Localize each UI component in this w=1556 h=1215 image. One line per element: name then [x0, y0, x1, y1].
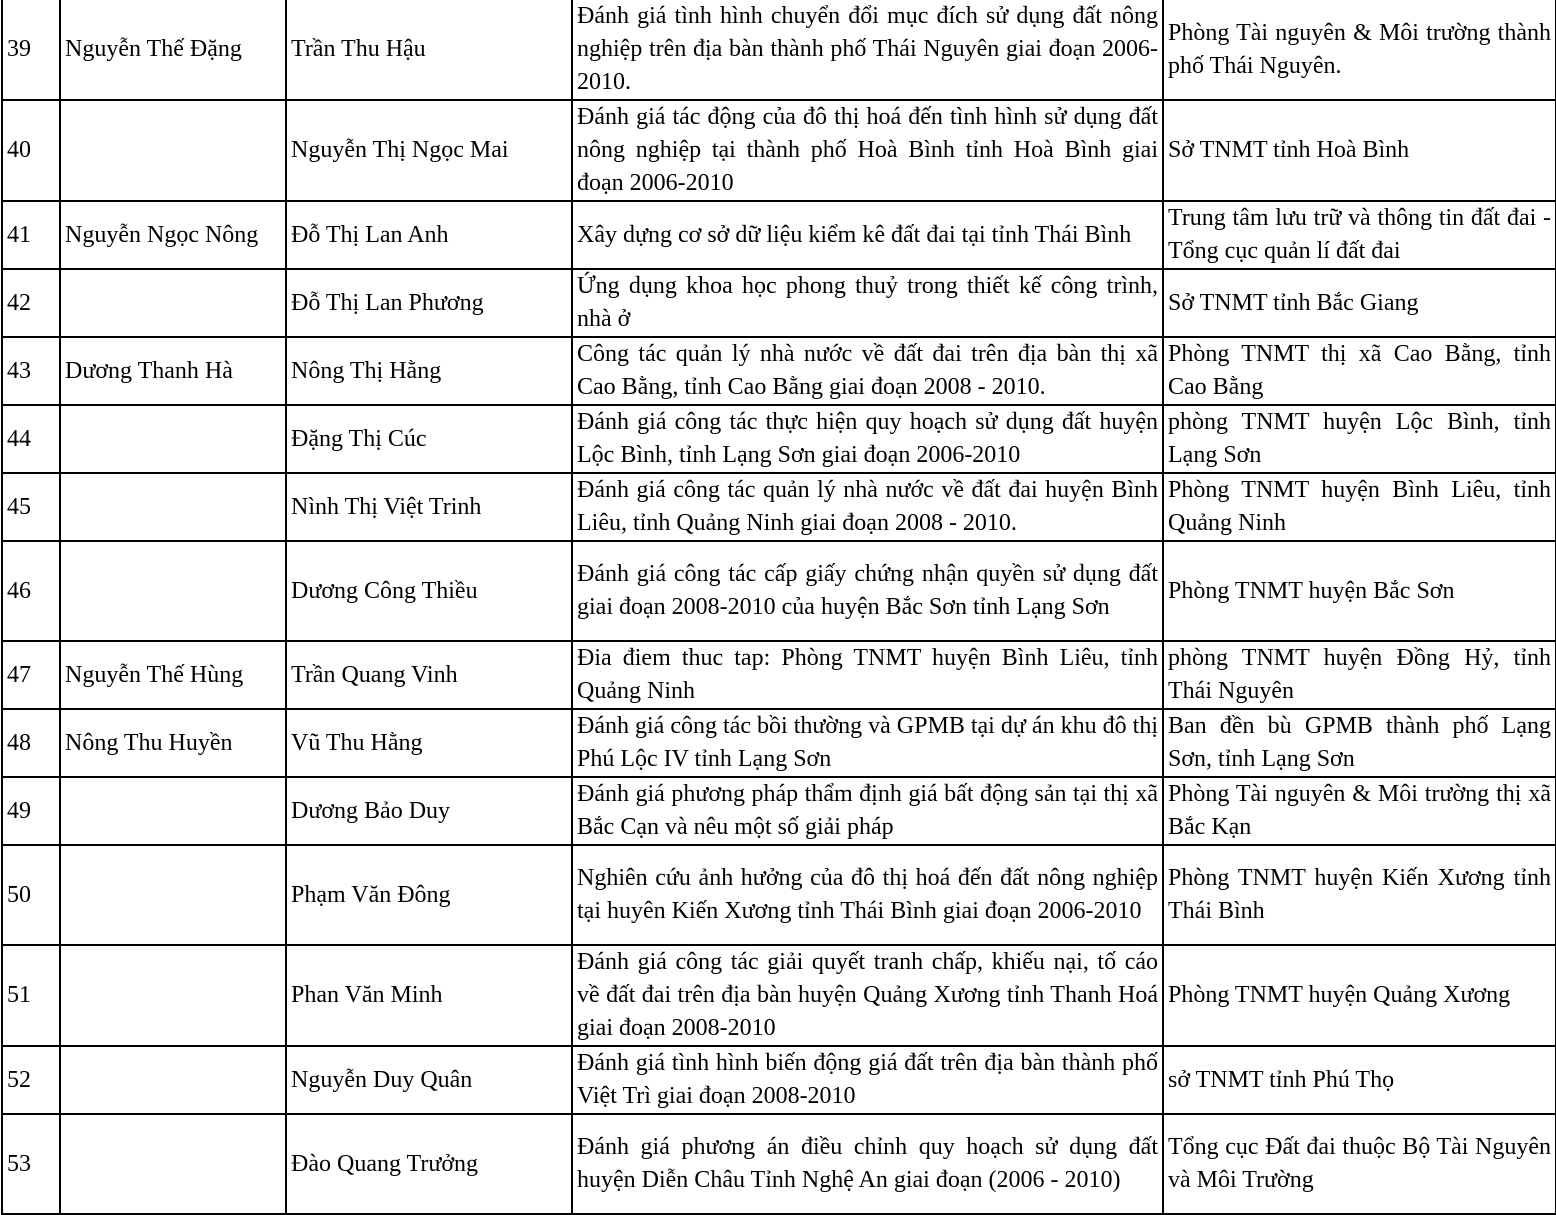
row-number: 41 — [2, 201, 60, 269]
table-row — [2, 709, 1556, 777]
row-number: 53 — [2, 1114, 60, 1214]
student-name: Dương Công Thiều — [286, 541, 572, 641]
student-name: Nình Thị Việt Trinh — [286, 473, 572, 541]
supervisor-name — [60, 1114, 286, 1214]
row-number: 51 — [2, 945, 60, 1046]
student-name: Nguyễn Thị Ngọc Mai — [286, 100, 572, 201]
internship-place: Phòng TNMT thị xã Cao Bằng, tỉnh Cao Bằng — [1163, 337, 1556, 405]
internship-place: Phòng Tài nguyên & Môi trường thành phố Thái Nguyên. — [1163, 0, 1556, 100]
table-row — [2, 473, 1556, 541]
student-name: Đặng Thị Cúc — [286, 405, 572, 473]
supervisor-name — [60, 100, 286, 201]
thesis-topic: Đánh giá công tác giải quyết tranh chấp, khiếu nại, tố cáo về đất đai trên địa bàn huyện Quảng Xương tỉnh Thanh Hoá giai đoạn 2008-2010 — [572, 945, 1163, 1046]
supervisor-name: Dương Thanh Hà — [60, 337, 286, 405]
supervisor-name — [60, 405, 286, 473]
thesis-topic: Công tác quản lý nhà nước về đất đai trên địa bàn thị xã Cao Bằng, tỉnh Cao Bằng giai đoạn 2008 - 2010. — [572, 337, 1163, 405]
supervisor-name — [60, 541, 286, 641]
internship-place: phòng TNMT huyện Đồng Hỷ, tỉnh Thái Nguyên — [1163, 641, 1556, 709]
student-name: Nông Thị Hằng — [286, 337, 572, 405]
thesis-topic: Đánh giá phương pháp thẩm định giá bất động sản tại thị xã Bắc Cạn và nêu một số giải pháp — [572, 777, 1163, 845]
table-row — [2, 1114, 1556, 1214]
student-name: Đỗ Thị Lan Phương — [286, 269, 572, 337]
supervisor-name: Nguyễn Ngọc Nông — [60, 201, 286, 269]
table-row — [2, 337, 1556, 405]
internship-place: Phòng TNMT huyện Quảng Xương — [1163, 945, 1556, 1046]
thesis-topic: Ứng dụng khoa học phong thuỷ trong thiết kế công trình, nhà ở — [572, 269, 1163, 337]
thesis-topic: Đánh giá phương án điều chỉnh quy hoạch sử dụng đất huyện Diễn Châu Tỉnh Nghệ An giai đoạn (2006 - 2010) — [572, 1114, 1163, 1214]
table-row — [2, 641, 1556, 709]
supervisor-name — [60, 945, 286, 1046]
row-number: 47 — [2, 641, 60, 709]
supervisor-name — [60, 1046, 286, 1114]
row-number: 45 — [2, 473, 60, 541]
student-name: Đỗ Thị Lan Anh — [286, 201, 572, 269]
row-number: 43 — [2, 337, 60, 405]
thesis-topic: Đánh giá công tác bồi thường và GPMB tại dự án khu đô thị Phú Lộc IV tỉnh Lạng Sơn — [572, 709, 1163, 777]
row-number: 39 — [2, 0, 60, 100]
thesis-topic-table — [1, 0, 1556, 1215]
student-name: Đào Quang Trưởng — [286, 1114, 572, 1214]
internship-place: Phòng Tài nguyên & Môi trường thị xã Bắc Kạn — [1163, 777, 1556, 845]
internship-place: Tổng cục Đất đai thuộc Bộ Tài Nguyên và Môi Trường — [1163, 1114, 1556, 1214]
student-name: Phan Văn Minh — [286, 945, 572, 1046]
internship-place: phòng TNMT huyện Lộc Bình, tỉnh Lạng Sơn — [1163, 405, 1556, 473]
internship-place: sở TNMT tỉnh Phú Thọ — [1163, 1046, 1556, 1114]
student-name: Vũ Thu Hằng — [286, 709, 572, 777]
table-row — [2, 541, 1556, 641]
thesis-topic: Đánh giá công tác quản lý nhà nước về đất đai huyện Bình Liêu, tỉnh Quảng Ninh giai đoạn 2008 - 2010. — [572, 473, 1163, 541]
row-number: 49 — [2, 777, 60, 845]
student-name: Trần Thu Hậu — [286, 0, 572, 100]
internship-place: Phòng TNMT huyện Bình Liêu, tỉnh Quảng Ninh — [1163, 473, 1556, 541]
row-number: 50 — [2, 845, 60, 945]
thesis-topic: Nghiên cứu ảnh hưởng của đô thị hoá đến đất nông nghiệp tại huyên Kiến Xương tỉnh Thái Bình giai đoạn 2006-2010 — [572, 845, 1163, 945]
supervisor-name — [60, 777, 286, 845]
thesis-topic: Đánh giá tình hình chuyển đổi mục đích sử dụng đất nông nghiệp trên địa bàn thành phố Thái Nguyên giai đoạn 2006- 2010. — [572, 0, 1163, 100]
internship-place: Trung tâm lưu trữ và thông tin đất đai - Tổng cục quản lí đất đai — [1163, 201, 1556, 269]
supervisor-name: Nguyễn Thế Đặng — [60, 0, 286, 100]
table-row — [2, 100, 1556, 201]
row-number: 48 — [2, 709, 60, 777]
table-row — [2, 201, 1556, 269]
row-number: 44 — [2, 405, 60, 473]
supervisor-name — [60, 269, 286, 337]
internship-place: Phòng TNMT huyện Kiến Xương tỉnh Thái Bình — [1163, 845, 1556, 945]
supervisor-name: Nông Thu Huyền — [60, 709, 286, 777]
thesis-topic: Đia điem thuc tap: Phòng TNMT huyện Bình Liêu, tỉnh Quảng Ninh — [572, 641, 1163, 709]
student-name: Dương Bảo Duy — [286, 777, 572, 845]
supervisor-name — [60, 473, 286, 541]
row-number: 42 — [2, 269, 60, 337]
row-number: 40 — [2, 100, 60, 201]
internship-place: Sở TNMT tỉnh Hoà Bình — [1163, 100, 1556, 201]
thesis-topic: Xây dựng cơ sở dữ liệu kiểm kê đất đai tại tỉnh Thái Bình — [572, 201, 1163, 269]
student-name: Trần Quang Vinh — [286, 641, 572, 709]
table-row — [2, 945, 1556, 1046]
internship-place: Ban đền bù GPMB thành phố Lạng Sơn, tỉnh Lạng Sơn — [1163, 709, 1556, 777]
internship-place: Phòng TNMT huyện Bắc Sơn — [1163, 541, 1556, 641]
thesis-topic: Đánh giá tình hình biến động giá đất trên địa bàn thành phố Việt Trì giai đoạn 2008-2010 — [572, 1046, 1163, 1114]
thesis-topic: Đánh giá tác động của đô thị hoá đến tình hình sử dụng đất nông nghiệp tại thành phố Hoà Bình tỉnh Hoà Bình giai đoạn 2006-2010 — [572, 100, 1163, 201]
table-row — [2, 777, 1556, 845]
supervisor-name — [60, 845, 286, 945]
thesis-topic: Đánh giá công tác cấp giấy chứng nhận quyền sử dụng đất giai đoạn 2008-2010 của huyện Bắc Sơn tỉnh Lạng Sơn — [572, 541, 1163, 641]
table-row — [2, 1046, 1556, 1114]
row-number: 52 — [2, 1046, 60, 1114]
thesis-topic: Đánh giá công tác thực hiện quy hoạch sử dụng đất huyện Lộc Bình, tỉnh Lạng Sơn giai đoạn 2006-2010 — [572, 405, 1163, 473]
row-number: 46 — [2, 541, 60, 641]
student-name: Nguyễn Duy Quân — [286, 1046, 572, 1114]
table-row — [2, 269, 1556, 337]
internship-place: Sở TNMT tỉnh Bắc Giang — [1163, 269, 1556, 337]
supervisor-name: Nguyễn Thế Hùng — [60, 641, 286, 709]
table-row — [2, 845, 1556, 945]
student-name: Phạm Văn Đông — [286, 845, 572, 945]
table-row — [2, 405, 1556, 473]
table-row — [2, 0, 1556, 100]
